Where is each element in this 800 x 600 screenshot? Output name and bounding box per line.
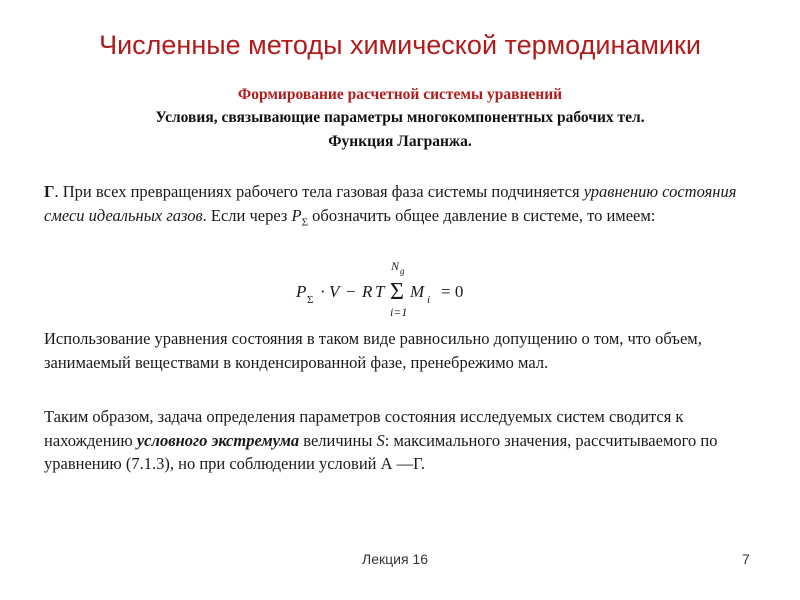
paragraph-text: обозначить общее давление в системе, то имеем: — [308, 205, 656, 225]
paragraph-text: : максимального значения, рассчитываемого по уравнению (7.1.3), но при соблюдении условий А —Г. — [44, 430, 718, 473]
state-equation-formula — [294, 258, 484, 320]
paragraph-condensed-phase: Использование уравнения состояния в таком виде равносильно допущению о том, что объем, занимаемый веществами в конденсированной фазе, пренебрежимо мал. — [44, 329, 702, 372]
pressure-variable: P — [291, 205, 302, 225]
formula-m: M — [410, 282, 425, 301]
subtitle-block — [0, 84, 800, 154]
formula-p-sub: Σ — [307, 294, 314, 306]
paragraph-text: . При всех превращениях рабочего тела газовая фаза системы подчиняется — [54, 182, 584, 201]
formula-upper-n: N — [391, 259, 400, 273]
conditional-extremum: условного экстремума — [136, 430, 300, 450]
formula-m-sub: i — [427, 294, 431, 306]
formula-equals: = 0 — [441, 282, 464, 301]
formula-sigma: Σ — [390, 279, 404, 305]
formula-minus: − — [346, 282, 356, 301]
formula-lower: i=1 — [390, 305, 408, 319]
paragraph-conclusion — [44, 405, 744, 476]
paragraph-text: величины — [299, 430, 377, 450]
conditions-heading: Условия, связывающие параметры многокомпонентных рабочих тел. — [155, 109, 645, 126]
paragraph-gas-phase — [44, 180, 744, 234]
paragraph-italic: уравнению состояния смеси идеальных газов — [44, 182, 737, 225]
formula-t: T — [375, 282, 385, 301]
page-number: 7 — [742, 551, 750, 567]
pressure-subscript: Σ — [301, 215, 309, 228]
section-subtitle: Формирование расчетной системы уравнений — [237, 86, 563, 103]
entropy-variable: S — [376, 430, 385, 450]
formula-dot: · — [320, 282, 326, 301]
footer-lecture: Лекция 16 — [362, 551, 428, 567]
formula-p: P — [296, 282, 307, 301]
paragraph-text: . Если через — [202, 205, 292, 225]
paragraph-text: Таким образом, задача определения параметров состояния исследуемых систем сводится к нахождению — [44, 407, 684, 450]
formula-r: R — [362, 282, 373, 301]
formula-upper-sub: g — [400, 266, 405, 276]
condition-label: Г — [44, 182, 55, 201]
formula-v: V — [329, 282, 340, 301]
lagrange-heading: Функция Лагранжа. — [328, 133, 472, 150]
slide-title: Численные методы химической термодинамики — [99, 30, 701, 60]
